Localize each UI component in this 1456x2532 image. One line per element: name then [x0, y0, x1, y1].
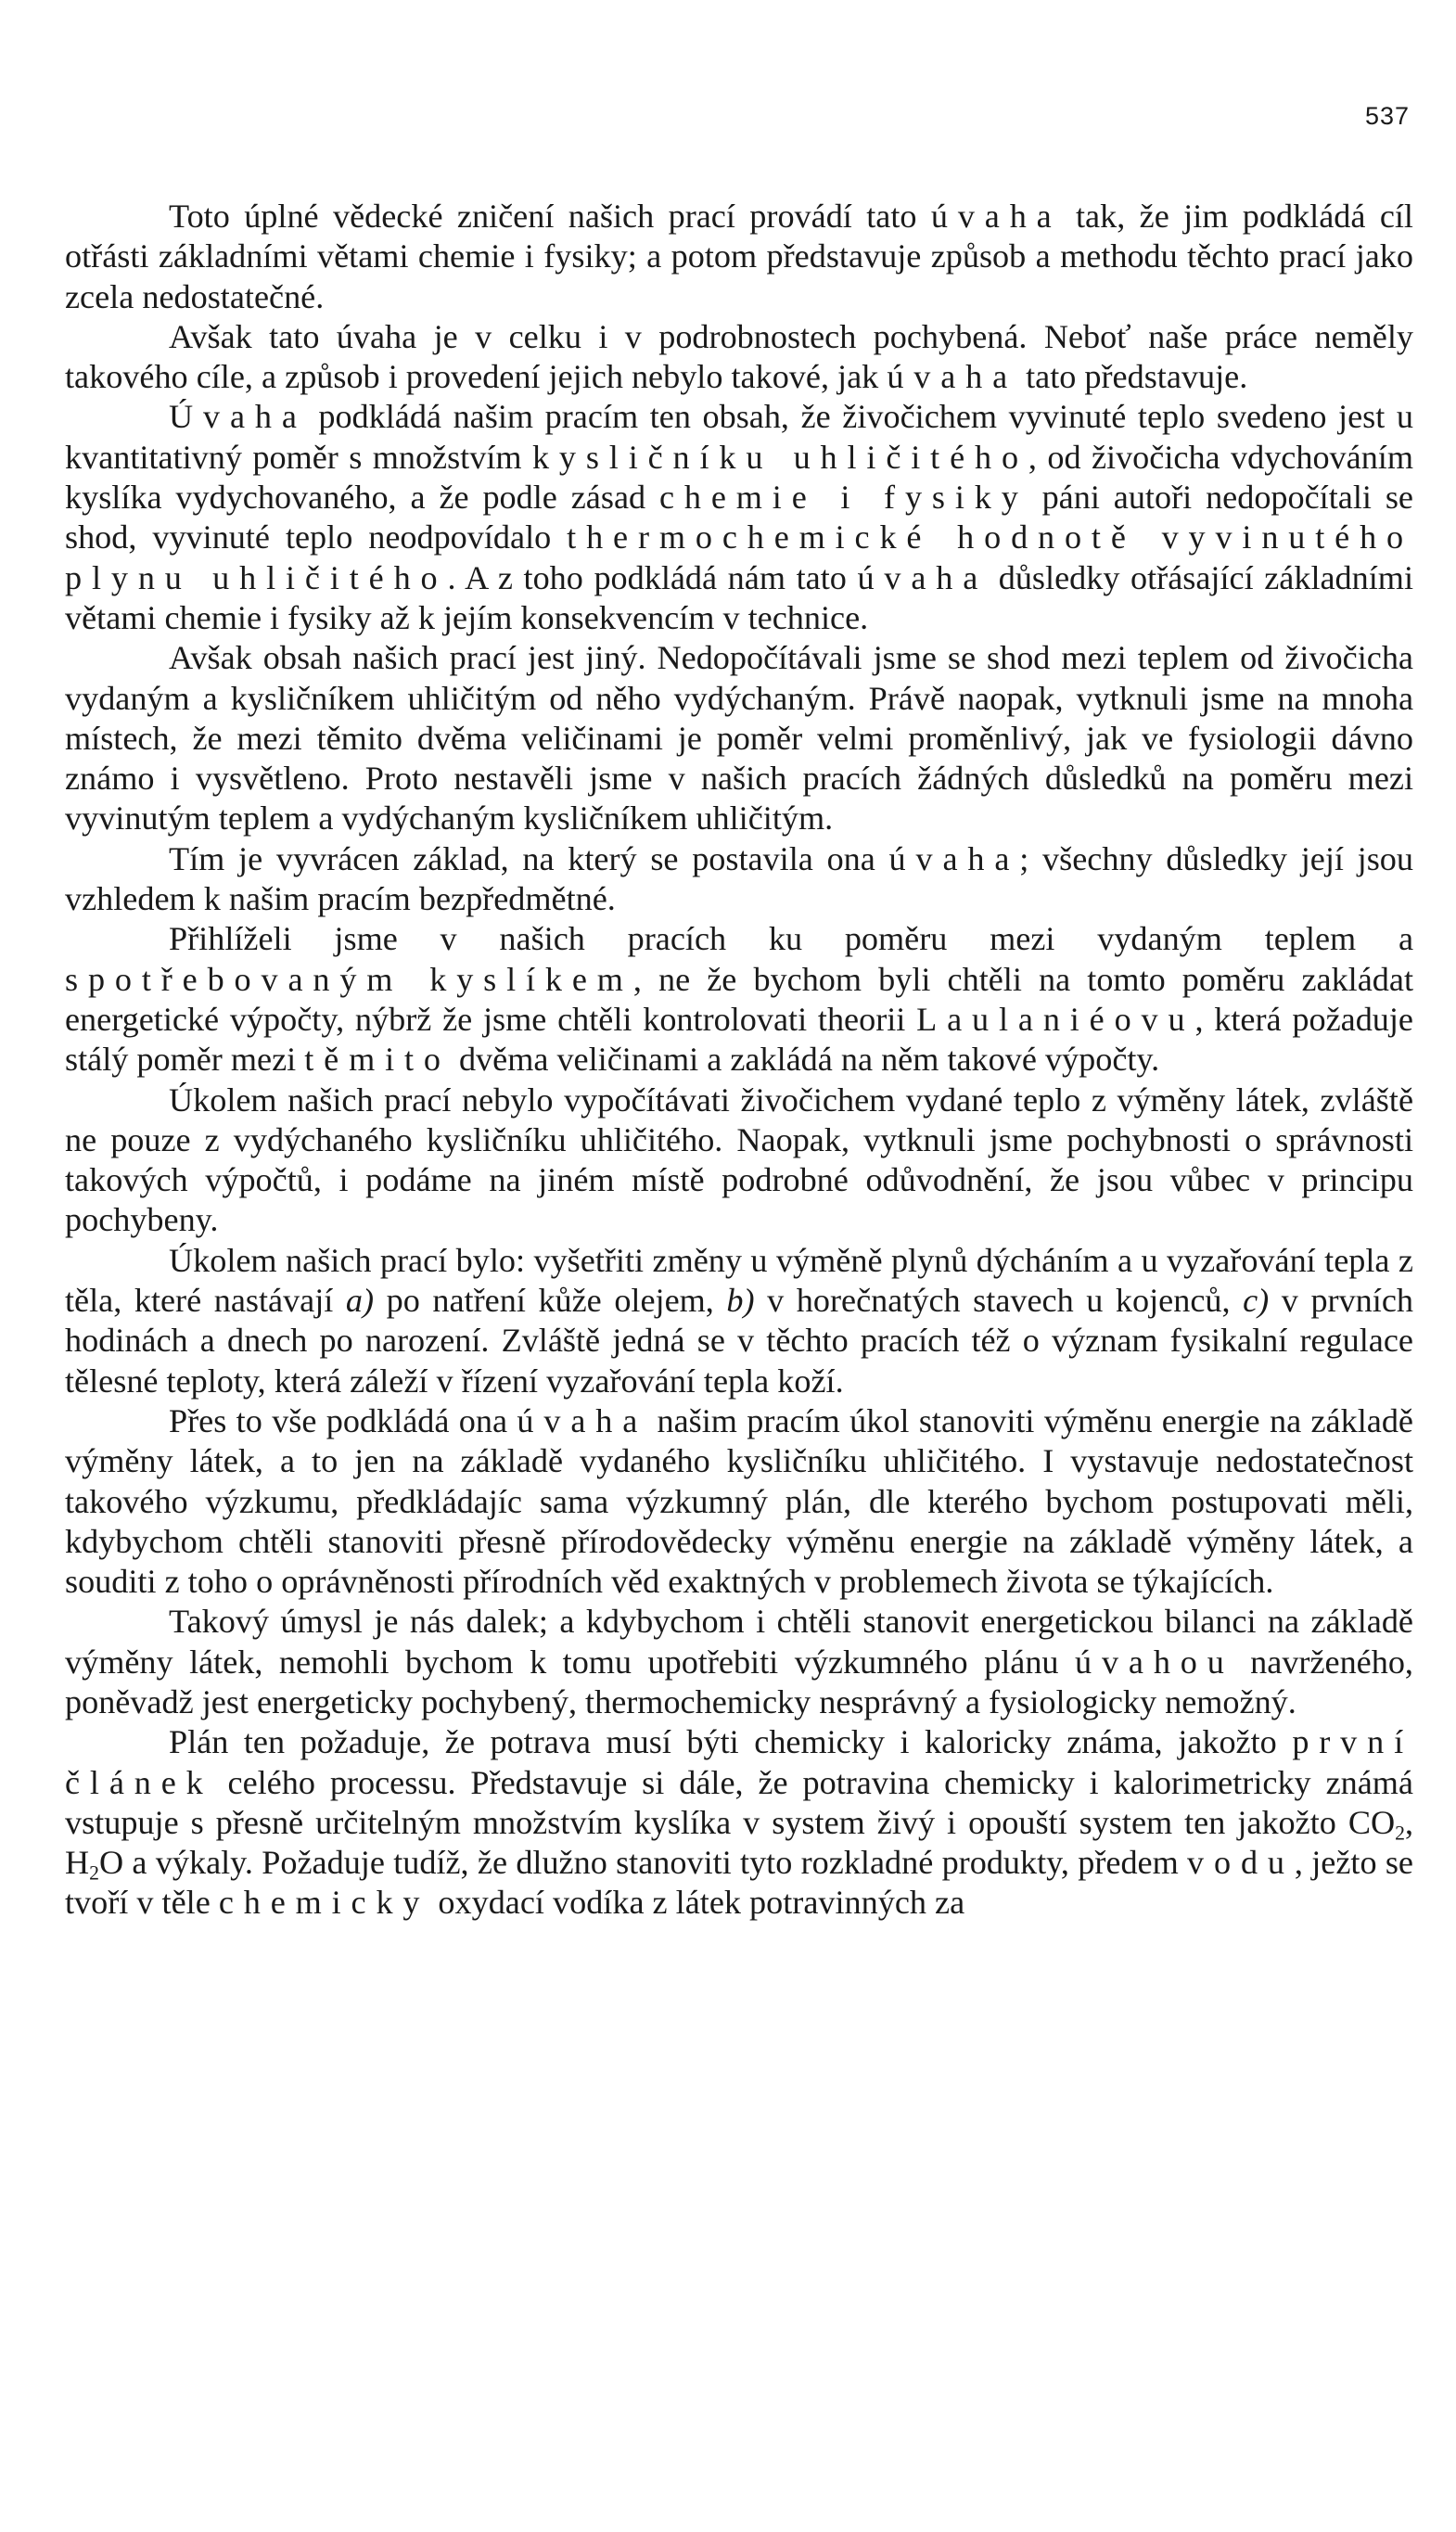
- text-run: oxydací vodíka z látek potravinných za: [429, 1884, 965, 1922]
- text-run: ; všechny důsledky její jsou vzhledem k našim pracím bezpředmětné.: [65, 839, 1413, 918]
- spaced-emphasis: vodu: [1187, 1844, 1295, 1882]
- text-run: , ne že bychom byli chtěli na tomto poměru zakládat energetické výpočty, nýbrž že jsme chtěli kontrolovati theorii: [65, 960, 1413, 1038]
- text-run: našim pracím úkol stanoviti výměnu energie na základě výměny látek, a to jen na základě vydaného kysličníku uhličitého. I vystavuje nedostatečnost takového výzkumu, předkládajíc sama výzkumný plán, dle kterého bychom postupovati měli, kdybychom chtěli stanoviti přesně přírodovědecky výměnu energie na základě výměny látek, a souditi z toho o oprávněnosti přírodních věd exaktných v problemech života se týkajících.: [65, 1401, 1413, 1601]
- text-run: Avšak obsah našich prací jest jiný. Nedopočítávali jsme se shod mezi teplem od živočicha vydaným a kysličníkem uhličitým od něho vydýchaným. Právě naopak, vytknuli jsme na mnoha místech, že mezi těmito dvěma veličinami je poměr velmi proměnlivý, jak ve fysiologii dávno známo i vysvětleno. Proto nestavěli jsme v našich pracích žádných důsledků na poměru mezi vyvinutým teplem a vydýchaným kysličníkem uhličitým.: [65, 639, 1413, 838]
- text-run: páni autoři nedopočítali se shod, vyvinuté teplo neodpovídalo: [65, 479, 1413, 556]
- spaced-emphasis: chemie i fysiky: [659, 479, 1028, 517]
- page-number: 537: [1364, 102, 1410, 130]
- spaced-emphasis: úvahou: [1074, 1643, 1234, 1681]
- spaced-emphasis: úvaha: [930, 198, 1062, 235]
- spaced-emphasis: úvaha: [517, 1401, 648, 1439]
- spaced-emphasis: úvaha: [888, 839, 1020, 877]
- italic-label: a): [345, 1282, 375, 1320]
- spaced-emphasis: Úvaha: [169, 398, 307, 436]
- text-run: Přes to vše podkládá ona: [169, 1401, 517, 1439]
- paragraph: [65, 397, 1413, 638]
- paragraph: [65, 638, 1413, 838]
- subscript: 2: [89, 1861, 99, 1885]
- text-run: Přihlíželi jsme v našich pracích ku poměru mezi vydaným teplem a: [169, 920, 1413, 958]
- text-run: O a výkaly. Požaduje tudíž, že dlužno stanoviti tyto rozkladné produkty, předem: [99, 1844, 1188, 1882]
- text-run: Úkolem našich prací bylo: vyšetřiti změny u výměně plynů dýcháním a u vyzařování tepla z těla, které nastávají: [65, 1241, 1413, 1320]
- italic-label: b): [726, 1282, 755, 1320]
- text-run: po natření kůže olejem,: [374, 1282, 727, 1320]
- spaced-emphasis: chemicky: [218, 1884, 430, 1922]
- text-run: dvěma veličinami a zakládá na něm takové výpočty.: [450, 1041, 1160, 1079]
- text-run: celého processu. Představuje si dále, že potravina chemicky i kalorimetricky známá vstupuje s přesně určitelným množstvím kyslíka v system živý i opouští system ten jakožto CO: [65, 1763, 1413, 1841]
- text-run: podkládá našim pracím ten obsah, že živočichem vyvinuté teplo svedeno jest u kvantitativný poměr s množstvím: [65, 398, 1413, 476]
- spaced-emphasis: thermochemické hodnotě vyvinutého plynu uhličitého: [65, 518, 1413, 596]
- spaced-emphasis: kysličníku uhličitého: [531, 438, 1028, 476]
- italic-label: c): [1243, 1282, 1270, 1320]
- text-run: v horečnatých stavech u kojenců,: [754, 1282, 1244, 1320]
- text-run: v prvních hodinách a dnech po narození. Zvláště jedná se v těchto pracích též o význam fysikalní regulace tělesné teploty, která záleží v řízení vyzařování tepla koží.: [65, 1282, 1413, 1400]
- text-run: tak, že jim podkládá cíl otřásti základními větami chemie i fysiky; a potom představuje způsob a methodu těchto prací jako zcela nedostatečné.: [65, 198, 1413, 315]
- paragraph: [65, 839, 1413, 920]
- paragraph: [65, 1602, 1413, 1722]
- paragraph: [65, 1241, 1413, 1401]
- text-run: , od živočicha vdychováním kyslíka vydychovaného, a že podle zásad: [65, 438, 1413, 517]
- text-run: Toto úplné vědecké zničení našich prací provádí tato: [169, 198, 931, 235]
- paragraph: [65, 197, 1413, 317]
- paragraph: [65, 1401, 1413, 1602]
- text-run: Tím je vyvrácen základ, na který se postavila ona: [169, 839, 889, 877]
- text-run: . A z toho podkládá nám tato: [447, 558, 858, 596]
- text-run: Avšak tato úvaha je v celku i v podrobnostech pochybená. Neboť naše práce neměly takového cíle, a způsob i provedení jejich nebylo takové, jak: [65, 317, 1413, 396]
- text-run: důsledky otřásající základními větami chemie i fysiky až k jejím konsekvencím v technice.: [65, 558, 1414, 636]
- subscript: 2: [1395, 1822, 1405, 1845]
- text-run: , která požaduje stálý poměr mezi: [65, 1000, 1413, 1079]
- paragraph: [65, 1081, 1413, 1241]
- spaced-emphasis: úvaha: [857, 558, 989, 596]
- spaced-emphasis: těmito: [304, 1041, 451, 1079]
- spaced-emphasis: spotřebovaným kyslíkem: [65, 960, 633, 998]
- text-run: navrženého, poněvadž jest energeticky pochybený, thermochemicky nesprávný a fysiologicky nemožný.: [65, 1643, 1413, 1720]
- spaced-emphasis: Laulaniéovu: [916, 1000, 1195, 1038]
- paragraph: [65, 1722, 1413, 1923]
- text-run: , ježto se tvoří v těle: [65, 1844, 1413, 1922]
- paragraph: [65, 919, 1413, 1080]
- spaced-emphasis: úvaha: [887, 358, 1018, 396]
- spaced-emphasis: první článek: [65, 1723, 1413, 1801]
- text-run: tato představuje.: [1017, 358, 1248, 396]
- body-text: [65, 197, 1413, 1924]
- text-run: , H: [65, 1803, 1413, 1882]
- text-run: Úkolem našich prací nebylo vypočítávati živočichem vydané teplo z výměny látek, zvláště ne pouze z vydýchaného kysličníku uhličitého. Naopak, vytknuli jsme pochybnosti o správnosti takových výpočtů, i podáme na jiném místě podrobné odůvodnění, že jsou vůbec v principu pochybeny.: [65, 1081, 1413, 1239]
- text-run: Takový úmysl je nás dalek; a kdybychom i chtěli stanovit energetickou bilanci na základě výměny látek, nemohli bychom k tomu upotřebiti výzkumného plánu: [65, 1603, 1413, 1681]
- text-run: Plán ten požaduje, že potrava musí býti chemicky i kaloricky známa, jakožto: [169, 1723, 1293, 1761]
- paragraph: [65, 317, 1413, 398]
